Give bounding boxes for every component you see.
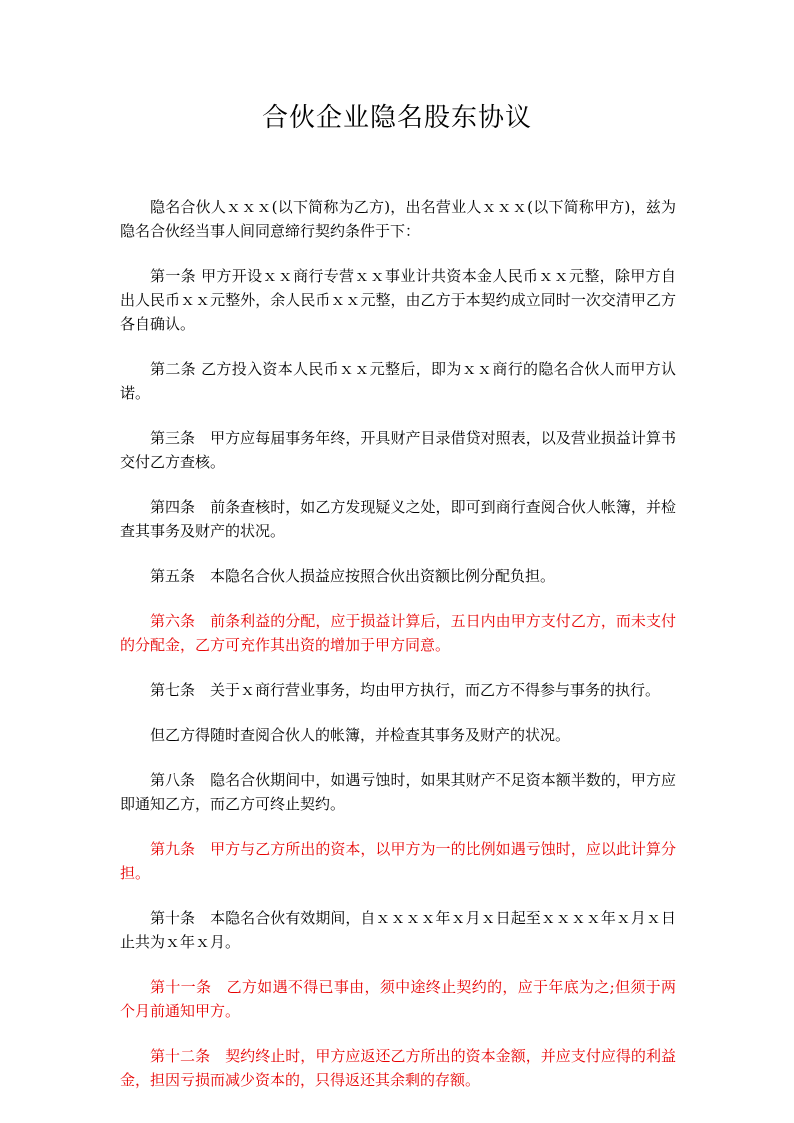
clause-6: 第六条 前条利益的分配，应于损益计算后，五日内由甲方支付乙方，而未支付的分配金，乙方可充作其出资的增加于甲方同意。 [120, 612, 676, 654]
clause-preamble: 隐名合伙人ｘｘｘ(以下简称为乙方)，出名营业人ｘｘｘ(以下简称甲方)，兹为隐名合伙经当事人间同意缔行契约条件于下： [120, 198, 676, 240]
clause-5: 第五条 本隐名合伙人损益应按照合伙出资额比例分配负担。 [150, 567, 556, 585]
clause-4: 第四条 前条查核时，如乙方发现疑义之处，即可到商行查阅合伙人帐簿，并检查其事务及财产的状况。 [120, 498, 676, 540]
clause-3: 第三条 甲方应每届事务年终，开具财产目录借贷对照表，以及营业损益计算书交付乙方查核。 [120, 429, 676, 471]
clause-10: 第十条 本隐名合伙有效期间，自ｘｘｘｘ年ｘ月ｘ日起至ｘｘｘｘ年ｘ月ｘ日止共为ｘ年ｘ月。 [120, 909, 676, 951]
clause-11: 第十一条 乙方如遇不得已事由，须中途终止契约的，应于年底为之;但须于两个月前通知甲方。 [120, 978, 676, 1020]
document-body [120, 195, 676, 1113]
clause-7: 第七条 关于ｘ商行营业事务，均由甲方执行，而乙方不得参与事务的执行。 [150, 681, 661, 699]
clause-1: 第一条 甲方开设ｘｘ商行专营ｘｘ事业计共资本金人民币ｘｘ元整，除甲方自出人民币ｘｘ元整外，余人民币ｘｘ元整，由乙方于本契约成立同时一次交清甲乙方各自确认。 [120, 267, 676, 333]
clause-8: 第八条 隐名合伙期间中，如遇亏蚀时，如果其财产不足资本额半数的，甲方应即通知乙方，而乙方可终止契约。 [120, 771, 676, 813]
clause-9: 第九条 甲方与乙方所出的资本，以甲方为一的比例如遇亏蚀时，应以此计算分担。 [120, 840, 676, 882]
document-title: 合伙企业隐名股东协议 [261, 103, 532, 133]
clause-12: 第十二条 契约终止时，甲方应返还乙方所出的资本金额，并应支付应得的利益金，担因亏损而减少资本的，只得返还其余剩的存额。 [120, 1047, 676, 1089]
clause-2: 第二条 乙方投入资本人民币ｘｘ元整后，即为ｘｘ商行的隐名合伙人而甲方认诺。 [120, 360, 676, 402]
clause-7-continuation: 但乙方得随时查阅合伙人的帐簿，并检查其事务及财产的状况。 [150, 726, 571, 744]
